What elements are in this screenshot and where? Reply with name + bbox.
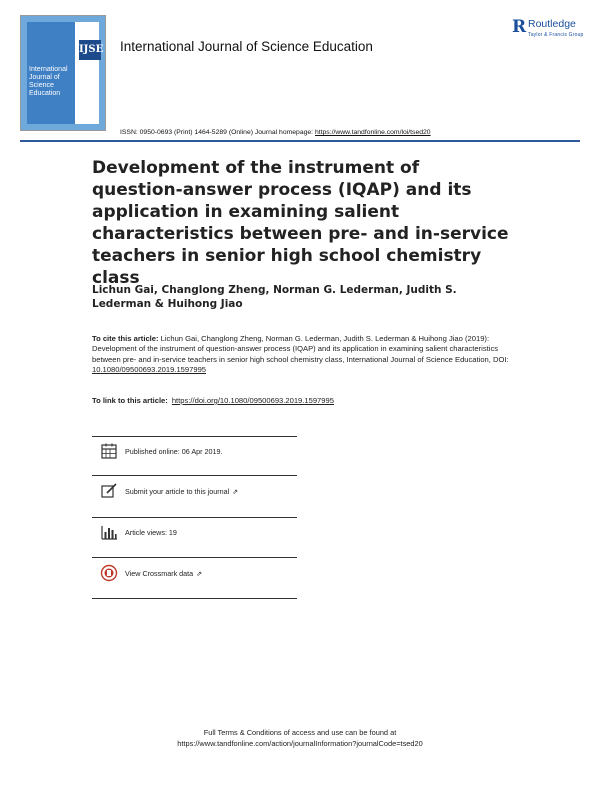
article-link-row: [92, 396, 512, 405]
routledge-r-icon: R: [512, 17, 527, 37]
article-doi-url[interactable]: https://doi.org/10.1080/09500693.2019.1597995: [171, 396, 334, 405]
cover-title-line: Science: [29, 82, 54, 89]
issn-text: ISSN: 0950-0693 (Print) 1464-5289 (Online) Journal homepage:: [120, 129, 315, 136]
cover-panel: [27, 22, 75, 124]
submit-article-text: [125, 487, 238, 496]
published-online-text: Published online: 06 Apr 2019.: [125, 447, 223, 456]
footer-terms-link[interactable]: https://www.tandfonline.com/action/journalInformation?journalCode=tsed20: [177, 739, 423, 748]
cover-inner: [27, 22, 104, 124]
journal-cover: [20, 15, 106, 131]
crossmark-row[interactable]: [100, 564, 300, 584]
calendar-icon: [100, 442, 118, 460]
journal-title: International Journal of Science Education: [120, 39, 373, 54]
article-views-text: Article views: 19: [125, 528, 177, 537]
info-divider: [92, 598, 297, 599]
crossmark-label: View Crossmark data: [125, 569, 194, 578]
cover-title-line: Journal of: [29, 74, 60, 81]
issn-line: [120, 129, 431, 136]
info-divider: [92, 436, 297, 437]
footer: [100, 727, 500, 749]
cover-title-line: Education: [29, 90, 61, 97]
article-authors: Lichun Gai, Changlong Zheng, Norman G. Lederman, Judith S. Lederman & Huihong Jiao: [92, 284, 457, 310]
edit-icon: [100, 482, 118, 500]
bar-chart-icon: [100, 523, 118, 541]
citation-block: [92, 334, 512, 375]
journal-homepage-link[interactable]: https://www.tandfonline.com/loi/tsed20: [314, 129, 431, 136]
publisher-tagline: Taylor & Francis Group: [528, 32, 584, 38]
cover-title: [29, 66, 99, 98]
publisher-logo[interactable]: [512, 17, 592, 47]
citation-label: To cite this article:: [92, 334, 159, 343]
crossmark-text: [125, 569, 202, 578]
article-title: Development of the instrument of question-answer process (IQAP) and its application in examining salient characteristics between pre- and in-service teachers in senior high school chemistry class: [92, 158, 509, 288]
cover-logo: IJSE: [79, 40, 101, 60]
citation-text: Lichun Gai, Changlong Zheng, Norman G. Lederman, Judith S. Lederman & Huihong Jiao (2019): Development of the instrument of question-answer process (IQAP) and its application in examining salient characteristics between pre- and in-service teachers in senior high school chemistry class, International Journal of Science Education, DOI:: [92, 334, 509, 364]
external-link-icon: ⇗: [196, 571, 203, 578]
article-link-label: To link to this article:: [92, 396, 168, 405]
info-divider: [92, 475, 297, 476]
published-online-row: [100, 442, 300, 462]
external-link-icon: ⇗: [232, 489, 239, 496]
info-divider: [92, 517, 297, 518]
submit-article-row[interactable]: [100, 482, 300, 502]
citation-doi-link[interactable]: 10.1080/09500693.2019.1597995: [92, 364, 207, 374]
submit-article-label: Submit your article to this journal: [125, 487, 230, 496]
publisher-name: Routledge: [528, 18, 576, 30]
footer-terms-text: Full Terms & Conditions of access and use can be found at: [203, 728, 397, 737]
info-divider: [92, 557, 297, 558]
header-divider: [20, 140, 580, 142]
cover-title-line: International: [29, 66, 68, 73]
crossmark-icon: [100, 564, 118, 582]
article-views-row: [100, 523, 300, 543]
